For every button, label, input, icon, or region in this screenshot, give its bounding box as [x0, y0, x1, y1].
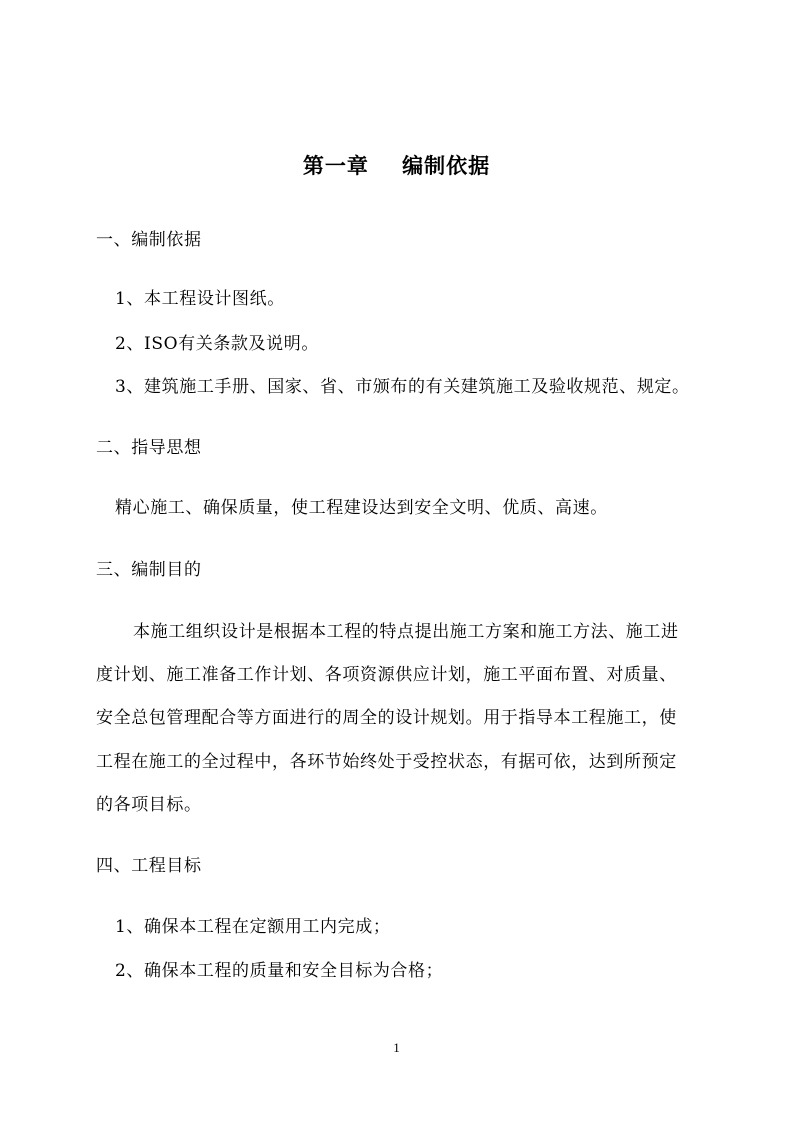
section-heading-goals: 四、工程目标	[96, 856, 202, 876]
chapter-title: 第一章 编制依据	[302, 153, 491, 178]
goal-item-2: 2、确保本工程的质量和安全目标为合格；	[115, 961, 444, 981]
purpose-paragraph-line-5: 的各项目标。	[96, 795, 202, 815]
basis-item-1: 1、本工程设计图纸。	[115, 289, 285, 309]
purpose-paragraph-line-4: 工程在施工的全过程中，各环节始终处于受控状态，有据可依，达到所预定	[96, 752, 677, 772]
section-heading-basis: 一、编制依据	[96, 230, 202, 250]
purpose-paragraph-line-3: 安全总包管理配合等方面进行的周全的设计规划。用于指导本工程施工，使	[96, 708, 677, 728]
purpose-paragraph-line-1: 本施工组织设计是根据本工程的特点提出施工方案和施工方法、施工进	[133, 622, 679, 642]
page-number: 1	[393, 1040, 400, 1055]
goal-item-1: 1、确保本工程在定额用工内完成；	[115, 917, 391, 937]
basis-item-2: 2、ISO有关条款及说明。	[115, 334, 319, 354]
basis-item-3: 3、建筑施工手册、国家、省、市颁布的有关建筑施工及验收规范、规定。	[115, 377, 690, 397]
section-heading-guiding-thought: 二、指导思想	[96, 438, 202, 458]
guiding-thought-text: 精心施工、确保质量，使工程建设达到安全文明、优质、高速。	[115, 498, 608, 518]
section-heading-purpose: 三、编制目的	[96, 560, 202, 580]
purpose-paragraph-line-2: 度计划、施工准备工作计划、各项资源供应计划，施工平面布置、对质量、	[96, 665, 677, 685]
